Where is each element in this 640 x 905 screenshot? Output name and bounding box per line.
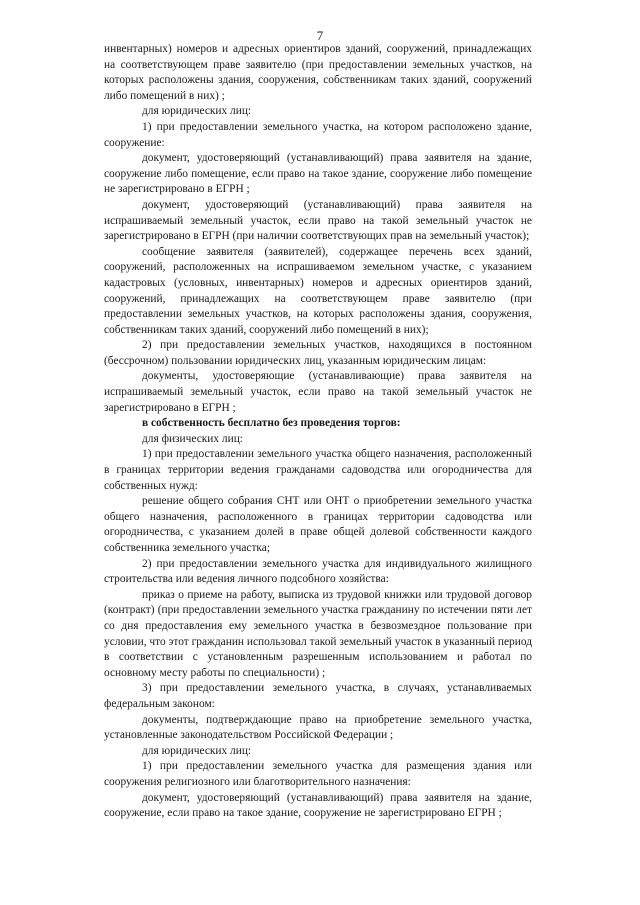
paragraph: 2) при предоставлении земельного участка для индивидуального жилищного строительства или ведения личного подсобного хозяйства: xyxy=(104,557,532,586)
paragraph: 1) при предоставлении земельного участка общего назначения, расположенный в границах территории ведения гражданами садоводства или огородничества для собственных нужд: xyxy=(104,448,532,492)
paragraph: документ, удостоверяющий (устанавливающий) права заявителя на испрашиваемый земельный участок, если право на такой земельный участок не зарегистрировано в ЕГРН (при наличии соответствующих прав на земельный участок); xyxy=(104,198,532,243)
page-number: 7 xyxy=(316,28,324,43)
paragraph: документ, удостоверяющий (устанавливающий) права заявителя на здание, сооружение, если право на такое здание, сооружение не зарегистрировано ЕГРН ; xyxy=(104,791,532,820)
document-body xyxy=(104,42,532,822)
paragraph: для физических лиц: xyxy=(142,432,243,445)
paragraph: для юридических лиц: xyxy=(142,744,252,757)
paragraph: сообщение заявителя (заявителей), содержащее перечень всех зданий, сооружений, расположенных на испрашиваемом земельном участке, с указанием кадастровых (условных, инвентарных) номеров и адресных ориентиров зданий, сооружений, принадлежащих на соответствующем праве заявителю (при предоставлении земельных участков, на которых расположены здания, сооружения, собственникам таких зданий, сооружений либо помещений в них); xyxy=(104,245,532,336)
paragraph: 2) при предоставлении земельных участков, находящихся в постоянном (бессрочном) пользовании юридических лиц, указанным юридическим лицам: xyxy=(104,339,532,367)
paragraph: документы, удостоверяющие (устанавливающие) права заявителя на испрашиваемый земельный участок, если право на такой земельный участок не зарегистрировано в ЕГРН ; xyxy=(104,370,532,414)
paragraph: документ, удостоверяющий (устанавливающий) права заявителя на здание, сооружение либо помещение, если право на такое здание, сооружение либо помещение не зарегистрировано в ЕГРН ; xyxy=(104,152,532,196)
paragraph: 3) при предоставлении земельного участка, в случаях, устанавливаемых федеральным законом: xyxy=(104,682,532,710)
paragraph: для юридических лиц: xyxy=(142,105,252,118)
paragraph: решение общего собрания СНТ или ОНТ о приобретении земельного участка общего назначения, расположенного в границах территории садоводства или огородничества, с указанием долей в праве общей долевой собственности каждого собственника земельного участка; xyxy=(104,495,532,554)
paragraph: документы, подтверждающие право на приобретение земельного участка, установленные законодательством Российской Федерации ; xyxy=(104,713,532,742)
section-heading: в собственность бесплатно без проведения торгов: xyxy=(142,417,401,430)
paragraph: 1) при предоставлении земельного участка, на котором расположено здание, сооружение: xyxy=(104,120,532,149)
paragraph: приказ о приеме на работу, выписка из трудовой книжки или трудовой договор (контракт) (при предоставлении земельного участка гражданину по истечении пяти лет со дня предоставления ему земельного участка в безвозмездное пользование при условии, что этот гражданин использовал такой земельный участок в указанный период в соответствии с установленным разрешенным использованием и работал по основному месту работы по специальности) ; xyxy=(104,588,532,679)
paragraph: инвентарных) номеров и адресных ориентиров зданий, сооружений, принадлежащих на соответствующем праве заявителю (при предоставлении земельных участков, на которых расположены здания, сооружения, собственникам таких зданий, сооружений либо помещений в них) ; xyxy=(104,43,532,102)
paragraph: 1) при предоставлении земельного участка для размещения здания или сооружения религиозного или благотворительного назначения: xyxy=(104,760,532,788)
